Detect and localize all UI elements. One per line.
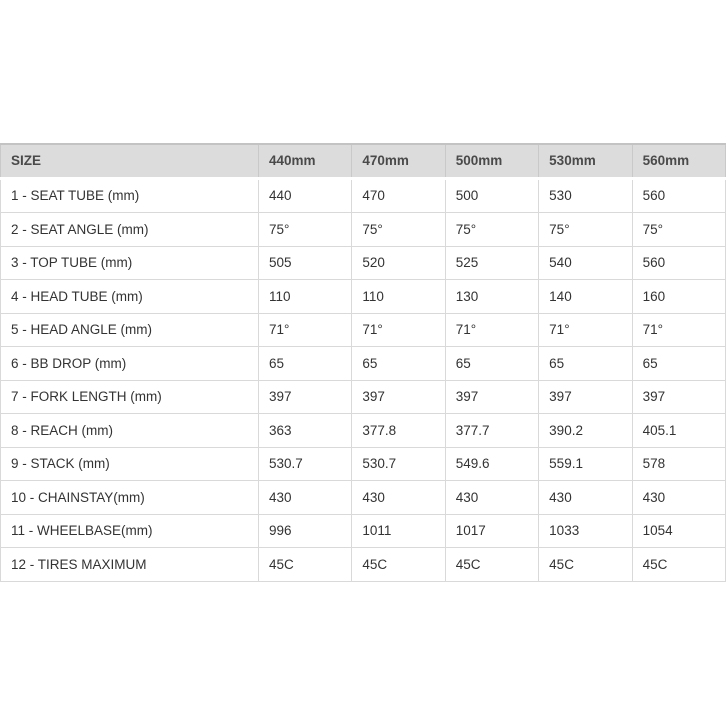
cell-value: 390.2	[539, 414, 632, 448]
column-header: 470mm	[352, 144, 445, 178]
cell-value: 549.6	[445, 447, 538, 481]
cell-value: 996	[259, 514, 352, 548]
row-label: 9 - STACK (mm)	[1, 447, 259, 481]
cell-value: 397	[632, 380, 725, 414]
cell-value: 520	[352, 246, 445, 280]
cell-value: 71°	[632, 313, 725, 347]
cell-value: 377.7	[445, 414, 538, 448]
cell-value: 65	[539, 347, 632, 381]
row-label: 5 - HEAD ANGLE (mm)	[1, 313, 259, 347]
cell-value: 75°	[632, 213, 725, 247]
cell-value: 110	[259, 280, 352, 314]
cell-value: 160	[632, 280, 725, 314]
cell-value: 500	[445, 178, 538, 213]
row-label: 3 - TOP TUBE (mm)	[1, 246, 259, 280]
row-label: 10 - CHAINSTAY(mm)	[1, 481, 259, 515]
row-label: 12 - TIRES MAXIMUM	[1, 548, 259, 582]
cell-value: 65	[259, 347, 352, 381]
table-row	[1, 178, 726, 213]
cell-value: 1033	[539, 514, 632, 548]
cell-value: 71°	[445, 313, 538, 347]
cell-value: 397	[352, 380, 445, 414]
table-row	[1, 481, 726, 515]
row-label: 1 - SEAT TUBE (mm)	[1, 178, 259, 213]
cell-value: 430	[259, 481, 352, 515]
cell-value: 470	[352, 178, 445, 213]
column-header: 560mm	[632, 144, 725, 178]
cell-value: 1011	[352, 514, 445, 548]
cell-value: 397	[445, 380, 538, 414]
cell-value: 45C	[445, 548, 538, 582]
table-row	[1, 347, 726, 381]
cell-value: 560	[632, 246, 725, 280]
cell-value: 75°	[352, 213, 445, 247]
cell-value: 505	[259, 246, 352, 280]
table-row	[1, 447, 726, 481]
table-row	[1, 280, 726, 314]
table-row	[1, 414, 726, 448]
cell-value: 140	[539, 280, 632, 314]
cell-value: 430	[539, 481, 632, 515]
cell-value: 559.1	[539, 447, 632, 481]
column-header-size: SIZE	[1, 144, 259, 178]
cell-value: 405.1	[632, 414, 725, 448]
table-row	[1, 514, 726, 548]
cell-value: 377.8	[352, 414, 445, 448]
cell-value: 530	[539, 178, 632, 213]
cell-value: 560	[632, 178, 725, 213]
table-row	[1, 380, 726, 414]
cell-value: 578	[632, 447, 725, 481]
geometry-table-body	[1, 178, 726, 581]
cell-value: 75°	[259, 213, 352, 247]
cell-value: 525	[445, 246, 538, 280]
row-label: 7 - FORK LENGTH (mm)	[1, 380, 259, 414]
cell-value: 65	[632, 347, 725, 381]
cell-value: 440	[259, 178, 352, 213]
cell-value: 110	[352, 280, 445, 314]
cell-value: 130	[445, 280, 538, 314]
cell-value: 75°	[445, 213, 538, 247]
cell-value: 430	[445, 481, 538, 515]
cell-value: 45C	[632, 548, 725, 582]
cell-value: 1054	[632, 514, 725, 548]
cell-value: 430	[352, 481, 445, 515]
cell-value: 65	[445, 347, 538, 381]
row-label: 2 - SEAT ANGLE (mm)	[1, 213, 259, 247]
cell-value: 1017	[445, 514, 538, 548]
geometry-table	[0, 143, 726, 582]
column-header: 530mm	[539, 144, 632, 178]
cell-value: 430	[632, 481, 725, 515]
column-header: 440mm	[259, 144, 352, 178]
cell-value: 45C	[352, 548, 445, 582]
cell-value: 397	[539, 380, 632, 414]
cell-value: 540	[539, 246, 632, 280]
cell-value: 75°	[539, 213, 632, 247]
table-row	[1, 548, 726, 582]
cell-value: 363	[259, 414, 352, 448]
row-label: 11 - WHEELBASE(mm)	[1, 514, 259, 548]
table-row	[1, 213, 726, 247]
cell-value: 71°	[259, 313, 352, 347]
cell-value: 530.7	[352, 447, 445, 481]
row-label: 4 - HEAD TUBE (mm)	[1, 280, 259, 314]
cell-value: 397	[259, 380, 352, 414]
table-row	[1, 313, 726, 347]
geometry-table-header	[1, 144, 726, 178]
cell-value: 65	[352, 347, 445, 381]
cell-value: 71°	[539, 313, 632, 347]
cell-value: 45C	[259, 548, 352, 582]
header-row	[1, 144, 726, 178]
column-header: 500mm	[445, 144, 538, 178]
cell-value: 45C	[539, 548, 632, 582]
row-label: 6 - BB DROP (mm)	[1, 347, 259, 381]
table-row	[1, 246, 726, 280]
cell-value: 530.7	[259, 447, 352, 481]
row-label: 8 - REACH (mm)	[1, 414, 259, 448]
cell-value: 71°	[352, 313, 445, 347]
